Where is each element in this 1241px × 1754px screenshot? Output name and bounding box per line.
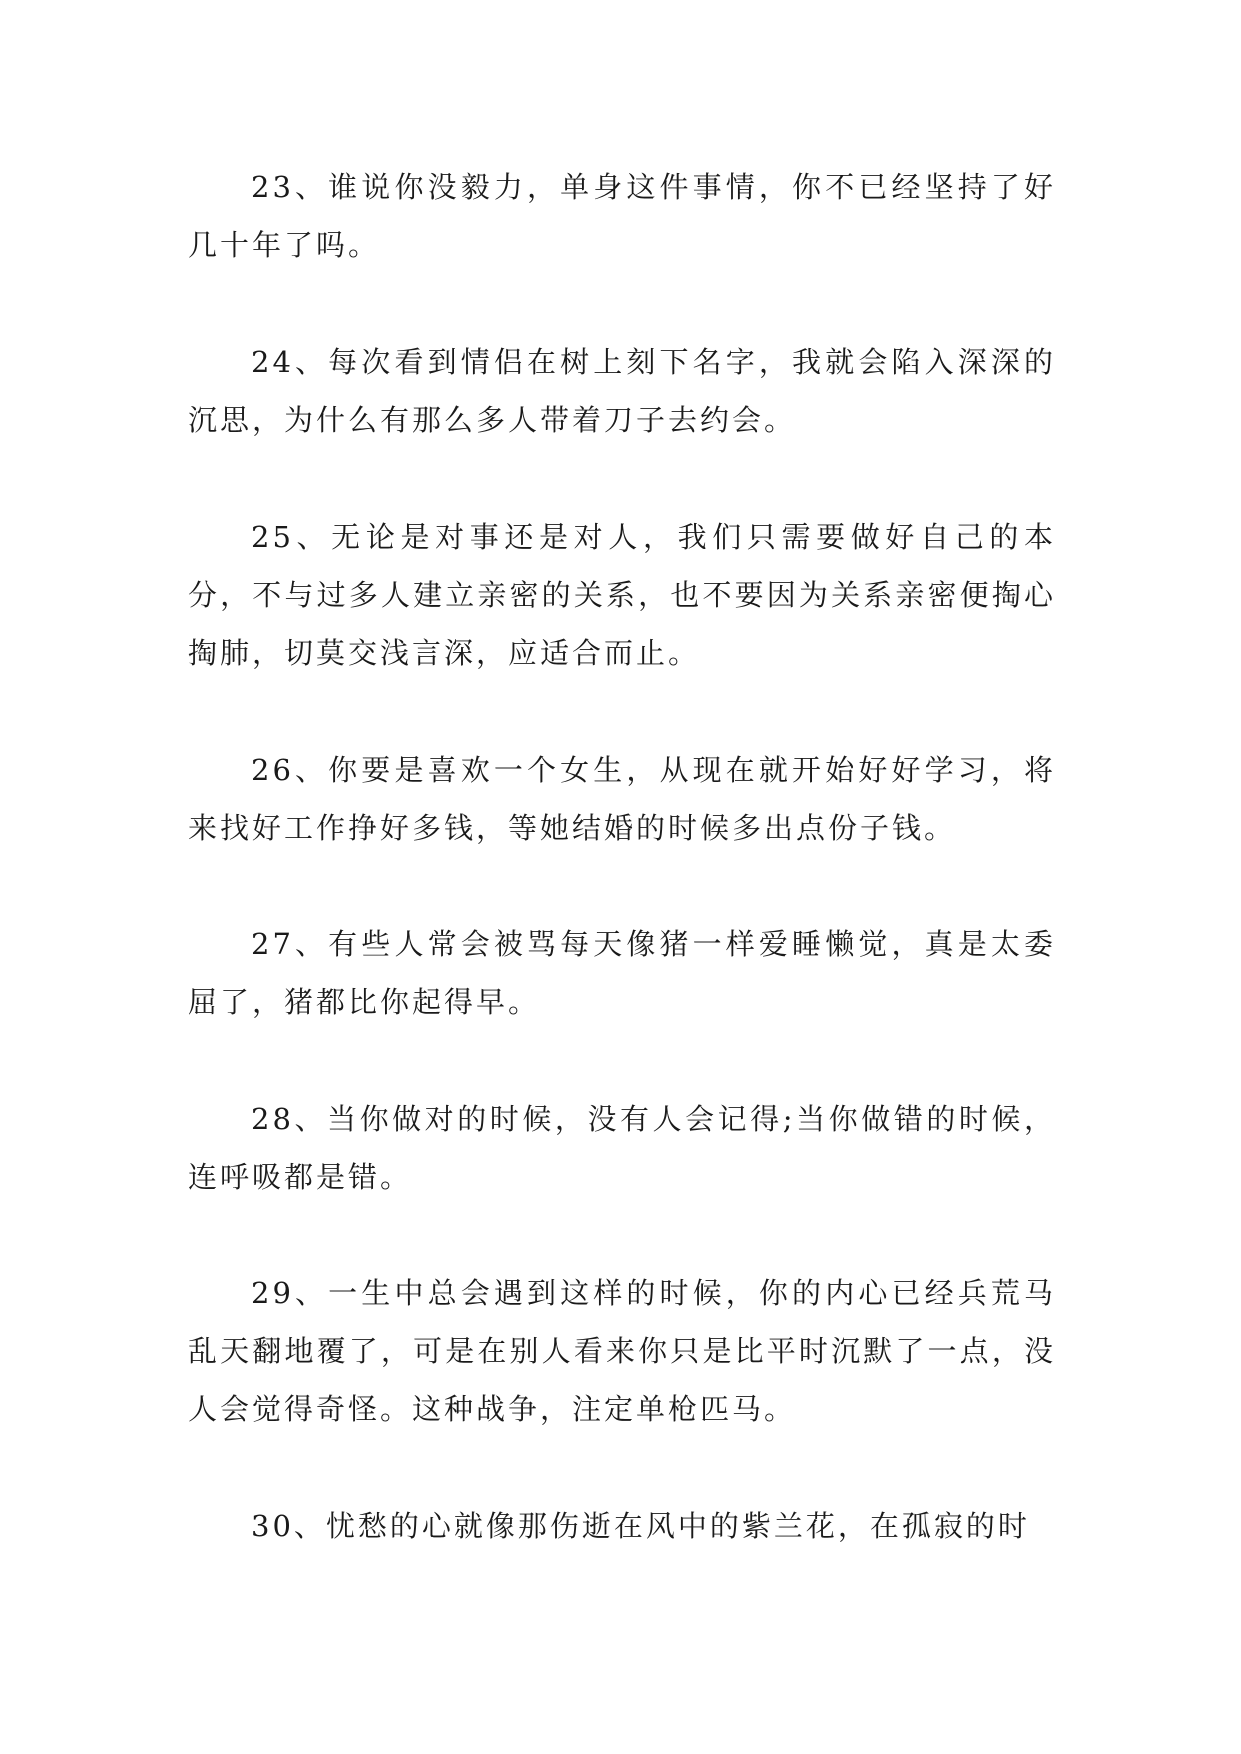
paragraph-26: 26、你要是喜欢一个女生，从现在就开始好好学习，将来找好工作挣好多钱，等她结婚的时候多出点份子钱。 bbox=[188, 753, 1056, 845]
paragraph-30: 30、忧愁的心就像那伤逝在风中的紫兰花，在孤寂的时 bbox=[251, 1509, 1030, 1543]
paragraph-24: 24、每次看到情侣在树上刻下名字，我就会陷入深深的沉思，为什么有那么多人带着刀子去约会。 bbox=[188, 345, 1056, 437]
paragraph-23: 23、谁说你没毅力，单身这件事情，你不已经坚持了好几十年了吗。 bbox=[188, 170, 1056, 262]
paragraph-27: 27、有些人常会被骂每天像猪一样爱睡懒觉，真是太委屈了，猪都比你起得早。 bbox=[188, 927, 1056, 1019]
paragraph-25: 25、无论是对事还是对人，我们只需要做好自己的本分，不与过多人建立亲密的关系，也不要因为关系亲密便掏心掏肺，切莫交浅言深，应适合而止。 bbox=[188, 520, 1056, 670]
paragraph-28: 28、当你做对的时候，没有人会记得;当你做错的时候，连呼吸都是错。 bbox=[188, 1102, 1056, 1194]
paragraph-29: 29、一生中总会遇到这样的时候，你的内心已经兵荒马乱天翻地覆了，可是在别人看来你只是比平时沉默了一点，没人会觉得奇怪。这种战争，注定单枪匹马。 bbox=[188, 1276, 1056, 1426]
